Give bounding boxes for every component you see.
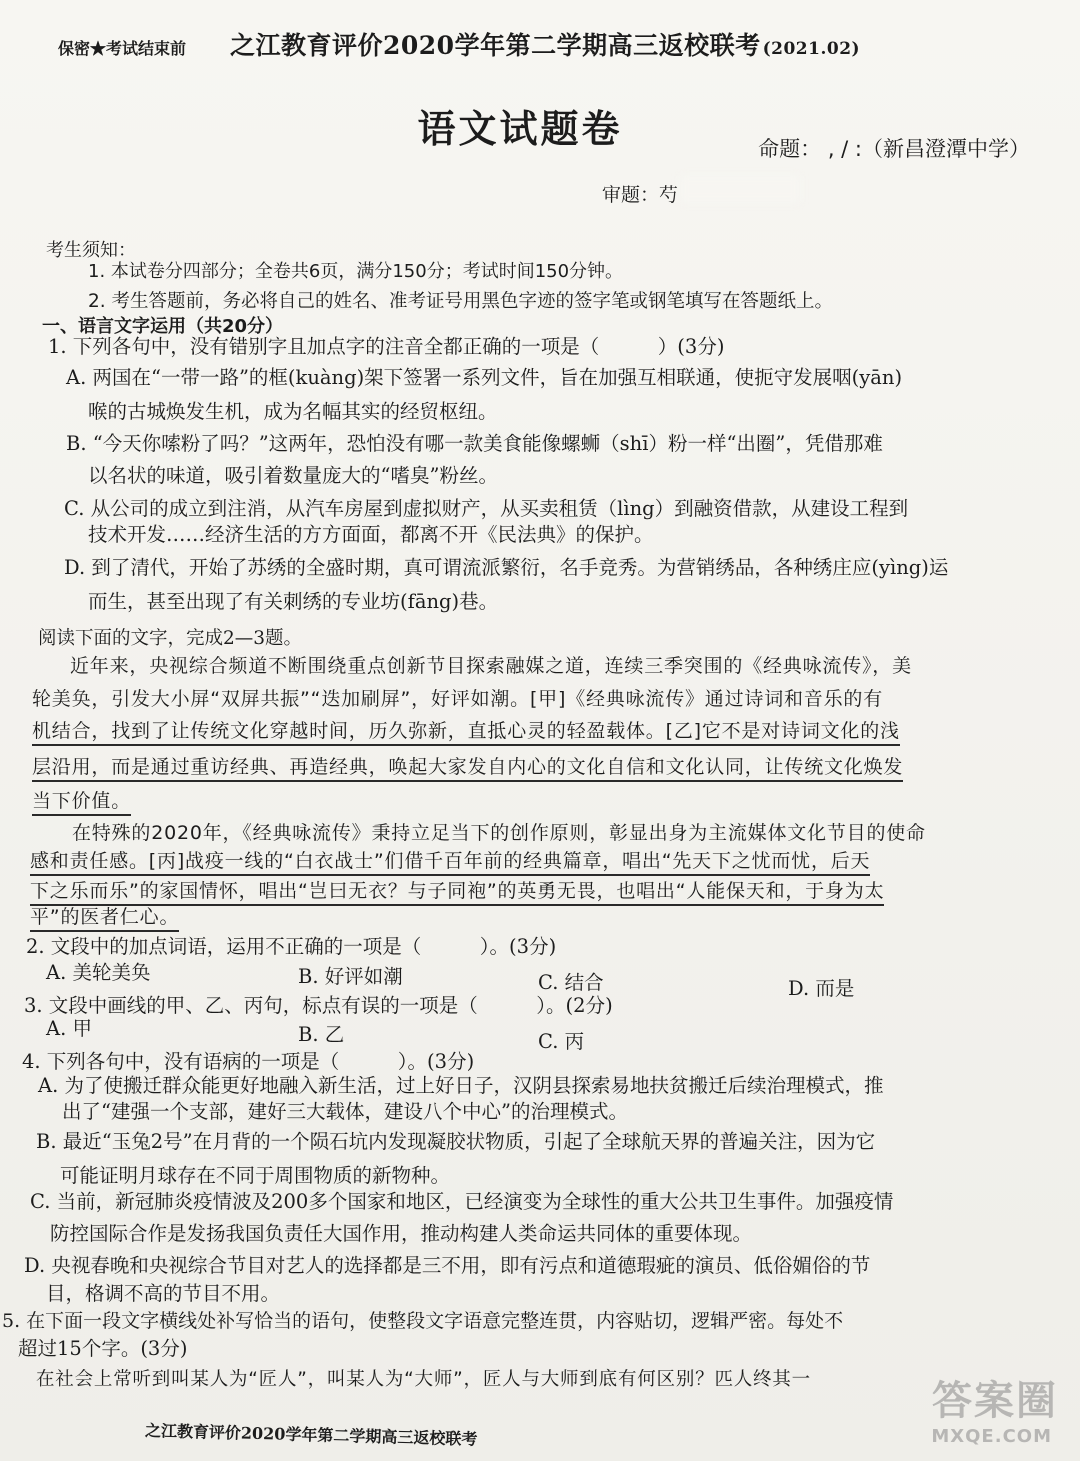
- q4-line: C. 当前，新冠肺炎疫情波及200多个国家和地区，已经演变为全球性的重大公共卫生事件。加强疫情: [30, 1190, 894, 1213]
- q5-text: 在社会上常听到叫某人为“匠人”，叫某人为“大师”，匠人与大师到底有何区别？匹人终其一: [36, 1369, 811, 1390]
- q1-option-a-line1: A. 两国在“一带一路”的框(kuàng)架下签署一系列文件，旨在加强互相联通，使扼守发展咽(yān): [66, 366, 903, 389]
- exam-title: [230, 26, 860, 62]
- site-watermark: [888, 1367, 1066, 1451]
- exam-date: (2021.02): [762, 39, 861, 59]
- q5-stem: 超过15个字。(3分): [18, 1337, 188, 1360]
- section-title: 一、语言文字运用（共20分）: [42, 316, 284, 337]
- author-line: 命题： , / :（新昌澄潭中学）: [758, 137, 1030, 161]
- q2-option: D. 而是: [788, 977, 855, 1000]
- passage-line-underlined: 当下价值。: [32, 786, 131, 816]
- q2-option: A. 美轮美奂: [46, 961, 151, 984]
- q4-line: D. 央视春晚和央视综合节目对艺人的选择都是三不用，即有污点和道德瑕疵的演员、低俗媚俗的节: [24, 1254, 871, 1277]
- q2-stem: 2. 文段中的加点词语，运用不正确的一项是（ ）。(3分): [26, 935, 557, 958]
- q1-option-b-line2: 以名状的味道，吸引着数量庞大的“嗜臭”粉丝。: [88, 464, 498, 487]
- subject-title: 语文试题卷: [417, 106, 623, 151]
- exam-title-text: 之江教育评价2020学年第二学期高三返校联考: [230, 31, 761, 60]
- q1-option-d-line2: 而生，甚至出现了有关刺绣的专业坊(fāng)巷。: [88, 590, 499, 613]
- notice-item: 2. 考生答题前，务必将自己的姓名、准考证号用黑色字迹的签字笔或钢笔填写在答题纸上。: [88, 291, 834, 312]
- passage-line-underlined: 下之乐而乐”的家国情怀，唱出“岂曰无衣？与子同袍”的英勇无畏，也唱出“人能保天和，于身为太: [30, 876, 884, 906]
- passage-intro: 阅读下面的文字，完成2—3题。: [38, 628, 303, 649]
- watermark-url: MXQE.COM: [931, 1426, 1052, 1447]
- q4-stem: 4. 下列各句中，没有语病的一项是（ ）。(3分): [22, 1050, 475, 1073]
- q1-option-c-line1: C. 从公司的成立到注消，从汽车房屋到虚拟财产，从买卖租赁（lìng）到融资借款，从建设工程到: [64, 497, 909, 520]
- q1-option-d-line1: D. 到了清代，开始了苏绣的全盛时期，真可谓流派繁衍，名手竞秀。为营销绣品，各种绣庄应(yìng)运: [64, 556, 949, 579]
- watermark-logo: 答案圈: [932, 1378, 1058, 1424]
- q4-line: 出了“建强一个支部，建好三大载体，建设八个中心”的治理模式。: [62, 1100, 628, 1123]
- q1-option-c-line2: 技术开发……经济生活的方方面面，都离不开《民法典》的保护。: [88, 523, 654, 546]
- q3-option: A. 甲: [46, 1017, 92, 1040]
- q3-option: B. 乙: [298, 1023, 345, 1046]
- q1-option-b-line1: B. “今天你嗦粉了吗？”这两年，恐怕没有哪一款美食能像螺蛳（shī）粉一样“出圈”，凭借那难: [66, 432, 883, 455]
- passage-line-underlined: 层沿用，而是通过重访经典、再造经典，唤起大家发自内心的文化自信和文化认同，让传统文化焕发: [32, 752, 903, 782]
- notice-heading: 考生须知：: [46, 240, 136, 261]
- q4-line: 目，格调不高的节目不用。: [46, 1282, 281, 1305]
- passage-line-underlined: 感和责任感。[丙]战疫一线的“白衣战士”们借千百年前的经典篇章，唱出“先天下之忧而忧，后天: [30, 846, 870, 876]
- q4-line: A. 为了使搬迁群众能更好地融入新生活，过上好日子，汉阴县探索易地扶贫搬迁后续治理模式，推: [38, 1074, 884, 1097]
- reviewer-line: 审题：芍: [602, 184, 679, 206]
- passage-line: 轮美奂，引发大小屏“双屏共振”“迭加刷屏”，好评如潮。[甲]《经典咏流传》通过诗词和音乐的有: [32, 688, 884, 710]
- passage-line-underlined: 平”的医者仁心。: [30, 902, 179, 932]
- page-footer: 之江教育评价2020学年第二学期高三返校联考: [144, 1421, 478, 1449]
- passage-line-underlined: 机结合，找到了让传统文化穿越时间，历久弥新，直抵心灵的轻盈载体。[乙]它不是对诗词文化的浅: [32, 716, 900, 746]
- redaction-blur: [680, 176, 800, 202]
- q2-option: C. 结合: [538, 971, 604, 994]
- q3-stem: 3. 文段中画线的甲、乙、丙句，标点有误的一项是（ ）。(2分): [24, 994, 613, 1017]
- q4-line: 可能证明月球存在不同于周围物质的新物种。: [60, 1164, 451, 1187]
- q4-line: 防控国际合作是发扬我国负责任大国作用，推动构建人类命运共同体的重要体现。: [50, 1222, 753, 1245]
- q2-option: B. 好评如潮: [298, 965, 403, 988]
- q1-option-a-line2: 喉的古城焕发生机，成为名幅其实的经贸枢纽。: [88, 400, 498, 423]
- q5-stem: 5. 在下面一段文字横线处补写恰当的语句，使整段文字语意完整连贯，内容贴切，逻辑严密。每处不: [2, 1310, 844, 1332]
- q4-line: B. 最近“玉兔2号”在月背的一个陨石坑内发现凝胶状物质，引起了全球航天界的普遍关注，因为它: [36, 1130, 876, 1153]
- notice-item: 1. 本试卷分四部分；全卷共6页，满分150分；考试时间150分钟。: [88, 261, 624, 282]
- passage-line: 近年来，央视综合频道不断围绕重点创新节目探索融媒之道，连续三季突围的《经典咏流传》，美: [70, 655, 912, 677]
- q1-stem: 1. 下列各句中，没有错别字且加点字的注音全都正确的一项是（ ）(3分): [48, 335, 725, 358]
- q3-option: C. 丙: [538, 1030, 585, 1053]
- secret-mark: 保密★考试结束前: [58, 39, 187, 58]
- passage-line: 在特殊的2020年，《经典咏流传》秉持立足当下的创作原则，彰显出身为主流媒体文化节目的使命: [72, 822, 926, 844]
